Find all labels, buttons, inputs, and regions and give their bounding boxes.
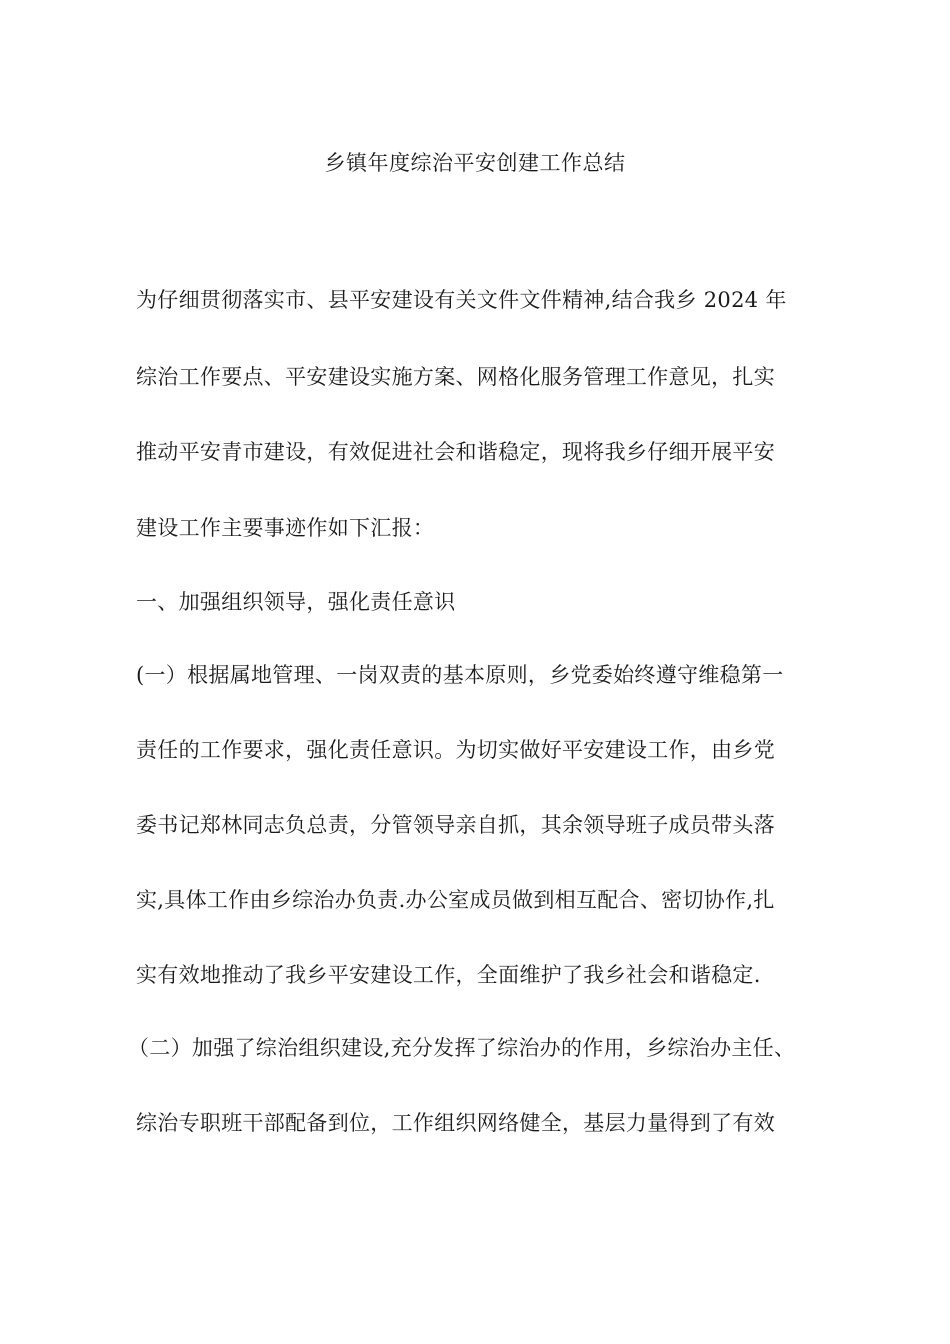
paragraph-line: (一）根据属地管理、一岗双责的基本原则，乡党委始终遵守维稳第一 xyxy=(136,663,784,687)
paragraph-line: 委书记郑林同志负总责，分管领导亲自抓，其余领导班子成员带头落 xyxy=(136,813,775,837)
paragraph-line: 推动平安青市建设，有效促进社会和谐稳定，现将我乡仔细开展平安 xyxy=(136,440,775,464)
paragraph-line: 综治工作要点、平安建设实施方案、网格化服务管理工作意见，扎实 xyxy=(136,365,775,389)
paragraph-line: 建设工作主要事迹作如下汇报： xyxy=(136,516,435,540)
paragraph-line: 综治专职班干部配备到位，工作组织网络健全，基层力量得到了有效 xyxy=(136,1111,775,1135)
paragraph-line: 实,具体工作由乡综治办负责.办公室成员做到相互配合、密切协作,扎 xyxy=(136,888,775,912)
paragraph-line: 实有效地推动了我乡平安建设工作，全面维护了我乡社会和谐稳定. xyxy=(136,963,761,987)
section-heading: 一、加强组织领导，强化责任意识 xyxy=(136,590,456,614)
document-title: 乡镇年度综治平安创建工作总结 xyxy=(324,151,626,175)
paragraph-line: （二）加强了综治组织建设,充分发挥了综治办的作用，乡综治办主任、 xyxy=(128,1036,796,1060)
paragraph-line: 责任的工作要求，强化责任意识。为切实做好平安建设工作，由乡党 xyxy=(136,738,775,762)
paragraph-line: 为仔细贯彻落实市、县平安建设有关文件文件精神,结合我乡 2024 年 xyxy=(136,288,787,312)
